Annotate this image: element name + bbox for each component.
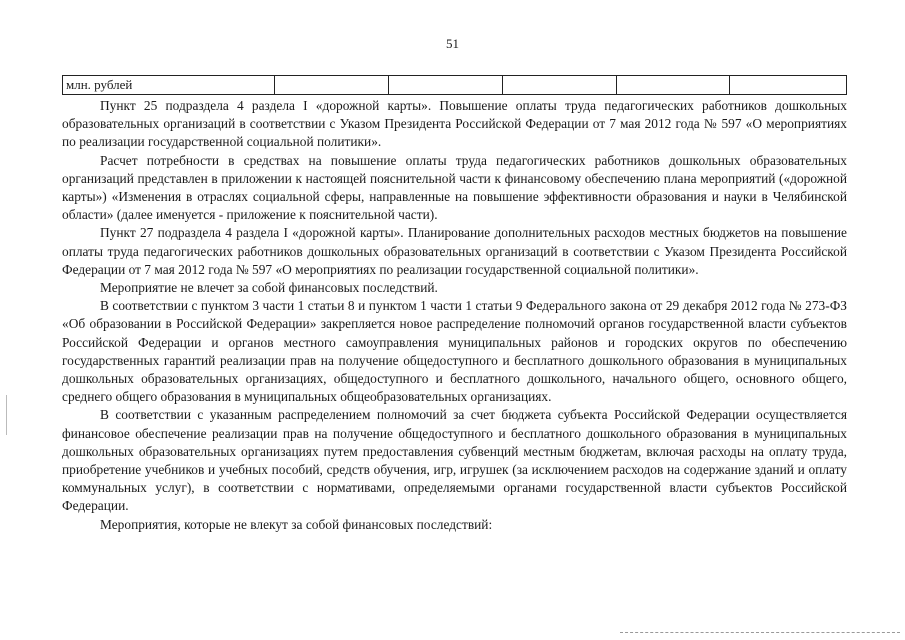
document-body bbox=[62, 97, 847, 534]
scan-artifact bbox=[620, 632, 900, 635]
paragraph-item-27: Пункт 27 подраздела 4 раздела I «дорожной карты». Планирование дополнительных расходов местных бюджетов на повышение оплаты труда педагогических работников дошкольных образовательных организаций в соответствии с Указом Президента Российской Федерации от 7 мая 2012 года № 597 «О мероприятиях по реализации государственной социальной политики». bbox=[62, 225, 847, 277]
paragraph-law-273: В соответствии с пунктом 3 части 1 статьи 8 и пунктом 1 части 1 статьи 9 Федерального закона от 29 декабря 2012 года № 273-ФЗ «Об образовании в Российской Федерации» закрепляется новое распределение полномочий органов государственной власти субъектов Российской Федерации и органов местного самоуправления муниципальных районов и городских округов по обеспечению государственных гарантий реализации прав на получение общедоступного и бесплатного дошкольного образования в муниципальных дошкольных образовательных организациях, общедоступного и бесплатного дошкольного, начального общего, основного общего, среднего общего образования в муниципальных общеобразовательных организациях. bbox=[62, 298, 847, 405]
paragraph-calculation: Расчет потребности в средствах на повышение оплаты труда педагогических работников дошкольных образовательных организаций представлен в приложении к настоящей пояснительной части к финансовому обеспечению плана мероприятий («дорожной карты») «Изменения в отраслях социальной сферы, направленные на повышение эффективности образования и науки в Челябинской области» (далее именуется - приложение к пояснительной части). bbox=[62, 152, 847, 223]
table-cell-unit: млн. рублей bbox=[63, 76, 275, 94]
scan-margin-mark bbox=[6, 395, 7, 435]
table-cell bbox=[503, 76, 617, 94]
page-number: 51 bbox=[446, 36, 459, 51]
table-row bbox=[62, 75, 847, 95]
paragraph-item-25: Пункт 25 подраздела 4 раздела I «дорожной карты». Повышение оплаты труда педагогических работников дошкольных образовательных организаций в соответствии с Указом Президента Российской Федерации от 7 мая 2012 года № 597 «О мероприятиях по реализации государственной социальной политики». bbox=[62, 98, 847, 150]
paragraph-subventions: В соответствии с указанным распределением полномочий за счет бюджета субъекта Российской Федерации осуществляется финансовое обеспечение реализации прав на получение общедоступного и бесплатного дошкольного образования в муниципальных дошкольных образовательных организациях путем предоставления субвенций местным бюджетам, включая расходы на оплату труда, приобретение учебников и учебных пособий, средств обучения, игр, игрушек (за исключением расходов на содержание зданий и оплату коммунальных услуг), в соответствии с нормативами, определяемыми органами государственной власти субъектов Российской Федерации. bbox=[62, 407, 847, 514]
table-cell bbox=[389, 76, 503, 94]
paragraph-no-consequences: Мероприятие не влечет за собой финансовых последствий. bbox=[100, 280, 438, 296]
table-cell bbox=[275, 76, 389, 94]
table-cell bbox=[617, 76, 731, 94]
table-cell bbox=[730, 76, 846, 94]
paragraph-measures: Мероприятия, которые не влекут за собой финансовых последствий: bbox=[100, 516, 493, 532]
